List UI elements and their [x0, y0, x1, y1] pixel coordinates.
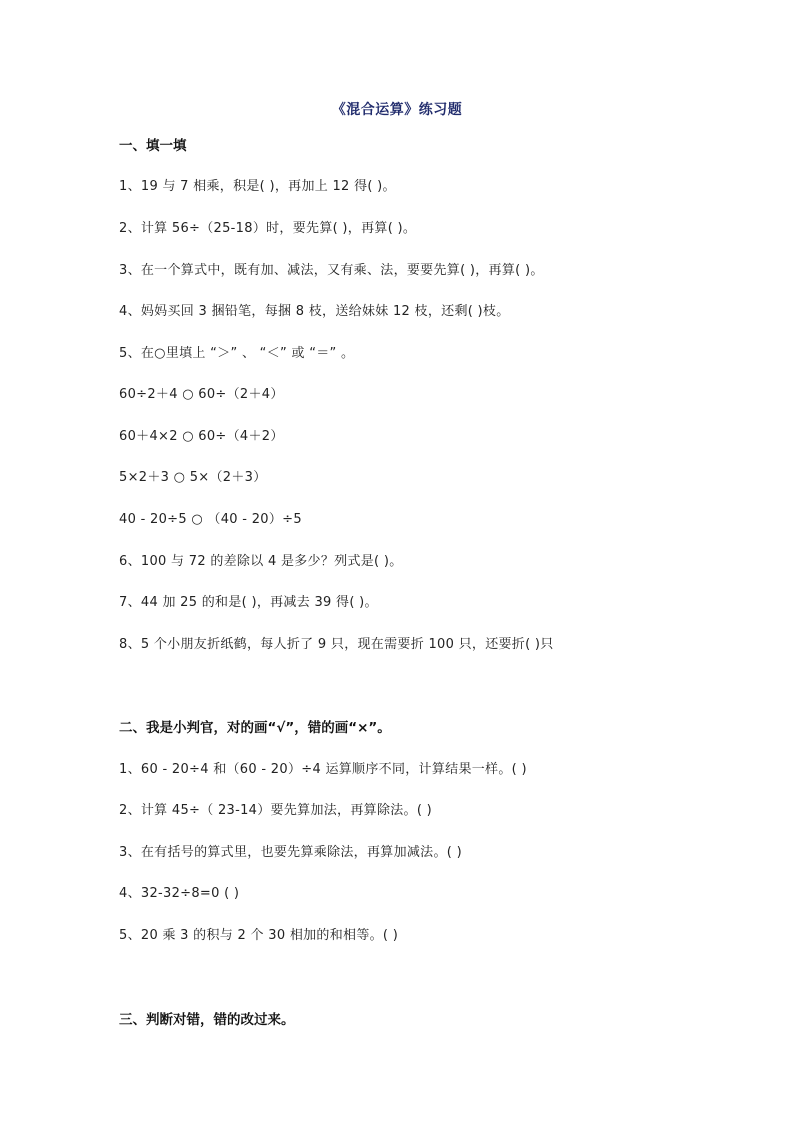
question-line: 8、5 个小朋友折纸鹤，每人折了 9 只，现在需要折 100 只，还要折( )只 [119, 637, 554, 652]
comparison-line: 60＋4×2 ○ 60÷（4＋2） [119, 429, 284, 444]
question-line: 1、19 与 7 相乘，积是( )，再加上 12 得( )。 [119, 179, 396, 194]
section-heading-correct-errors: 三、判断对错，错的改过来。 [119, 1012, 295, 1028]
judgment-line: 2、计算 45÷（ 23-14）要先算加法，再算除法。( ) [119, 803, 433, 818]
question-line: 7、44 加 25 的和是( )，再减去 39 得( )。 [119, 595, 378, 610]
judgment-line: 1、60 - 20÷4 和（60 - 20）÷4 运算顺序不同，计算结果一样。( ) [119, 762, 527, 777]
question-line: 6、100 与 72 的差除以 4 是多少？列式是( )。 [119, 554, 403, 569]
comparison-line: 60÷2＋4 ○ 60÷（2＋4） [119, 387, 284, 402]
question-line: 5、在○里填上 “＞” 、 “＜” 或 “＝” 。 [119, 346, 355, 361]
judgment-line: 5、20 乘 3 的积与 2 个 30 相加的和相等。( ) [119, 928, 399, 943]
question-line: 3、在一个算式中，既有加、减法，又有乘、法，要要先算( )，再算( )。 [119, 263, 544, 278]
section-heading-fill-in: 一、填一填 [119, 138, 187, 154]
page-title: 《混合运算》练习题 [331, 102, 463, 118]
section-heading-true-false: 二、我是小判官，对的画“√”，错的画“×”。 [119, 720, 391, 736]
comparison-line: 40 - 20÷5 ○ （40 - 20）÷5 [119, 512, 302, 527]
question-line: 2、计算 56÷（25-18）时，要先算( )，再算( )。 [119, 221, 417, 236]
comparison-line: 5×2＋3 ○ 5×（2＋3） [119, 470, 267, 485]
question-line: 4、妈妈买回 3 捆铅笔，每捆 8 枝，送给妹妹 12 枝，还剩( )枝。 [119, 304, 510, 319]
judgment-line: 3、在有括号的算式里，也要先算乘除法，再算加减法。( ) [119, 845, 462, 860]
judgment-line: 4、32-32÷8=0 ( ) [119, 886, 240, 901]
